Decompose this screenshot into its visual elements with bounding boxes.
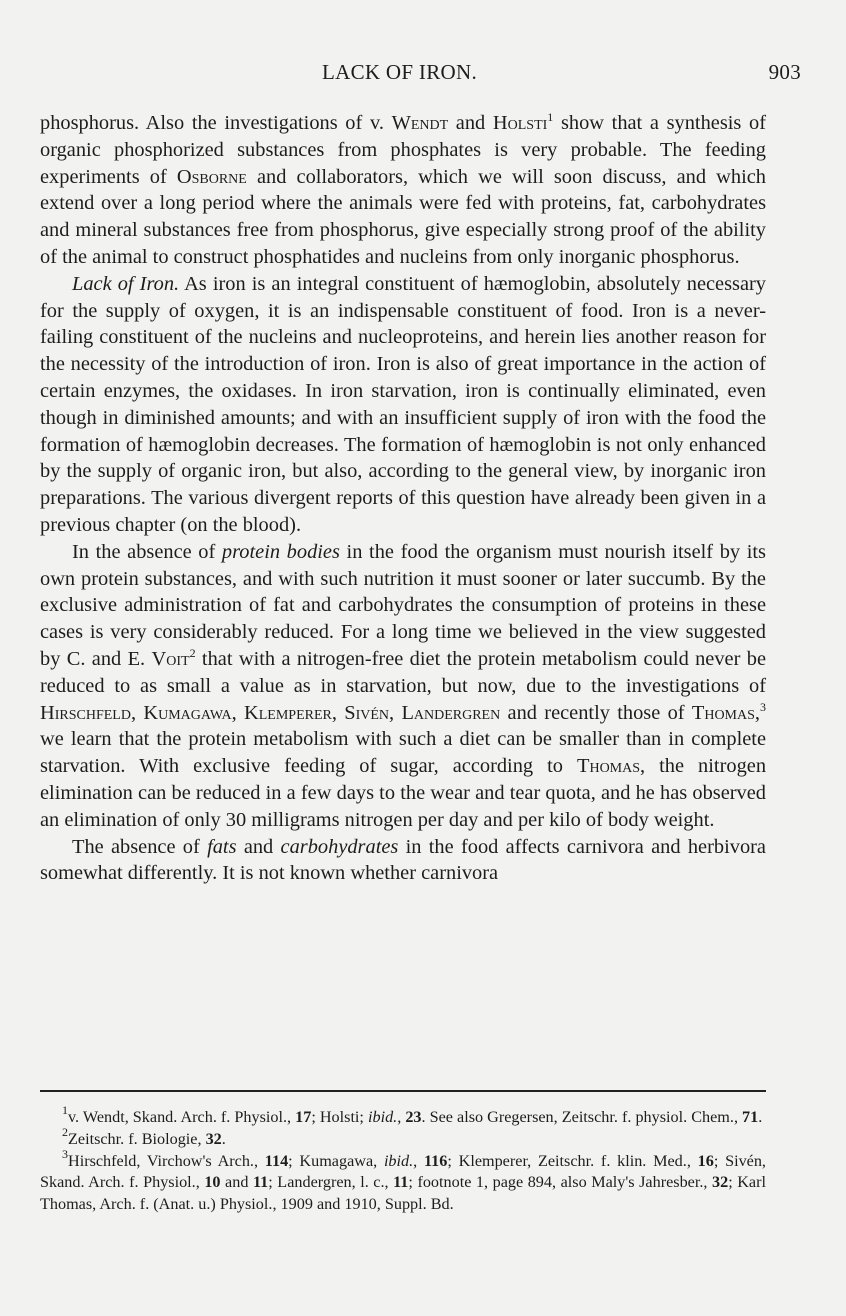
author-name: Thomas, [691, 701, 760, 724]
volume-number: 114 [264, 1151, 289, 1170]
text-run: Zeitschr. f. Biologie, [68, 1129, 206, 1148]
footnote-2 [40, 1124, 766, 1151]
footnote-ref: 1 [547, 110, 554, 124]
body-text [40, 110, 766, 887]
author-name: Voit [151, 647, 190, 670]
footnote-1 [40, 1103, 766, 1129]
volume-number: 32 [205, 1129, 222, 1148]
emphasis: ibid. [383, 1151, 414, 1170]
footnote-mark: 1 [62, 1103, 68, 1117]
paragraph-fats-carbohydrates [40, 834, 766, 888]
text-run: ; footnote 1, page 894, also Maly's Jahresber., [408, 1173, 712, 1192]
author-name: Holsti [492, 112, 548, 134]
text-run: in the food affects carnivora and herbivora somewhat differently. It is not known whether carnivora [40, 835, 766, 885]
volume-number: 23 [405, 1108, 422, 1126]
text-run: in the food the organism must nourish itself by its own protein substances, and with such nutrition it must sooner or later succumb. By the exclusive administration of fat and carbohydrates the consumption of proteins in these cases is very considerably reduced. For a long time we believed in the view suggested by C. and E. [40, 540, 766, 670]
text-run: and [236, 835, 281, 858]
text-run: and collaborators, which we will soon discuss, and which extend over a long period where the animals were fed with proteins, fat, carbohydrates and mineral substances free from phosphorus, give especially strong proof of the ability of the animal to construct phosphatides and nucleins from only inorganic phosphorus. [40, 165, 766, 268]
footnote-ref: 2 [189, 645, 196, 660]
footnote-ref: 3 [760, 699, 766, 714]
running-header [40, 60, 801, 90]
text-run: ; Sivén, Skand. Arch. f. Physiol., [40, 1151, 766, 1192]
text-run: Hirschfeld, Virchow's Arch., [68, 1151, 265, 1170]
volume-number: 116 [423, 1151, 448, 1170]
volume-number: 17 [295, 1108, 312, 1126]
text-run: The absence of [72, 835, 208, 858]
volume-number: 32 [712, 1173, 729, 1192]
text-run: , [397, 1108, 406, 1126]
volume-number: 10 [204, 1173, 221, 1192]
paragraph-phosphorus [40, 110, 766, 271]
text-run: and recently those of [500, 701, 692, 724]
text-run: ; Karl Thomas, Arch. f. (Anat. u.) Physiol., 1909 and 1910, Suppl. Bd. [40, 1173, 766, 1214]
text-run: As iron is an integral constituent of hæmoglobin, absolutely necessary for the supply of oxygen, it is an indispensable constituent of food. Iron is a never-failing constituent of the nucleins and nucleoproteins, and herein lies another reason for the necessity of the introduction of iron. Iron is also of great importance in the action of certain enzymes, the oxidases. In iron starvation, iron is continually eliminated, even though in diminished amounts; and with an insufficient supply of iron with the food the formation of hæmoglobin decreases. The formation of hæmoglobin is not only enhanced by the supply of organic iron, but also, according to the general view, by inorganic iron preparations. The various divergent reports of this question have already been given in a previous chapter (on the blood). [40, 272, 767, 536]
text-run: show that a synthesis of organic phosphorized substances from phosphates is very probable. The feeding experiments of [40, 112, 766, 188]
text-run: In the absence of [72, 540, 222, 563]
text-run: . [758, 1108, 763, 1126]
text-run: ; Landergren, l. c., [268, 1173, 394, 1192]
footnote-3 [40, 1146, 766, 1216]
emphasis: carbohydrates [280, 835, 399, 858]
page-number: 903 [768, 60, 801, 84]
text-run: . [221, 1129, 226, 1148]
text-run: phosphorus. Also the investigations of v. [40, 112, 392, 134]
author-name: Thomas [577, 755, 641, 778]
emphasis: ibid. [367, 1108, 398, 1126]
footnote-mark: 2 [62, 1124, 68, 1139]
text-run: we learn that the protein metabolism with such a diet can be smaller than in complete starvation. With exclusive feeding of sugar, according to [40, 728, 766, 778]
author-name: Osborne [176, 165, 247, 188]
volume-number: 71 [742, 1108, 759, 1126]
footnote-divider [40, 1090, 766, 1092]
running-title: LACK OF IRON. [322, 60, 477, 84]
footnote-mark: 3 [62, 1146, 68, 1161]
section-heading: Lack of Iron. [72, 272, 180, 295]
text-run: . See also Gregersen, Zeitschr. f. physiol. Chem., [421, 1108, 743, 1126]
text-run: ; Holsti; [311, 1108, 368, 1126]
text-run: ; Kumagawa, [288, 1151, 384, 1170]
volume-number: 11 [393, 1173, 409, 1192]
text-run: , the nitrogen elimination can be reduced in a few days to the wear and tear quota, and he has observed an elimination of only 30 milligrams nitrogen per day and per kilo of body weight. [40, 755, 767, 831]
volume-number: 16 [697, 1151, 714, 1170]
paragraph-lack-of-iron [40, 271, 766, 539]
text-run: and [220, 1173, 253, 1192]
text-run: ; Klemperer, Zeitschr. f. klin. Med., [447, 1151, 698, 1170]
text-run: v. Wendt, Skand. Arch. f. Physiol., [68, 1108, 296, 1126]
text-run: and [448, 112, 493, 134]
emphasis: fats [207, 835, 237, 858]
author-name: Hirschfeld, Kumagawa, Klemperer, Sivén, Landergren [40, 701, 501, 724]
volume-number: 11 [252, 1173, 269, 1192]
text-run: that with a nitrogen-free diet the protein metabolism could never be reduced to as small a value as in starvation, but now, due to the investigations of [40, 647, 766, 697]
paragraph-protein-bodies [40, 539, 766, 834]
text-run: , [413, 1151, 424, 1170]
emphasis: protein bodies [221, 540, 340, 563]
author-name: Wendt [391, 112, 449, 134]
footnotes [40, 1103, 766, 1216]
